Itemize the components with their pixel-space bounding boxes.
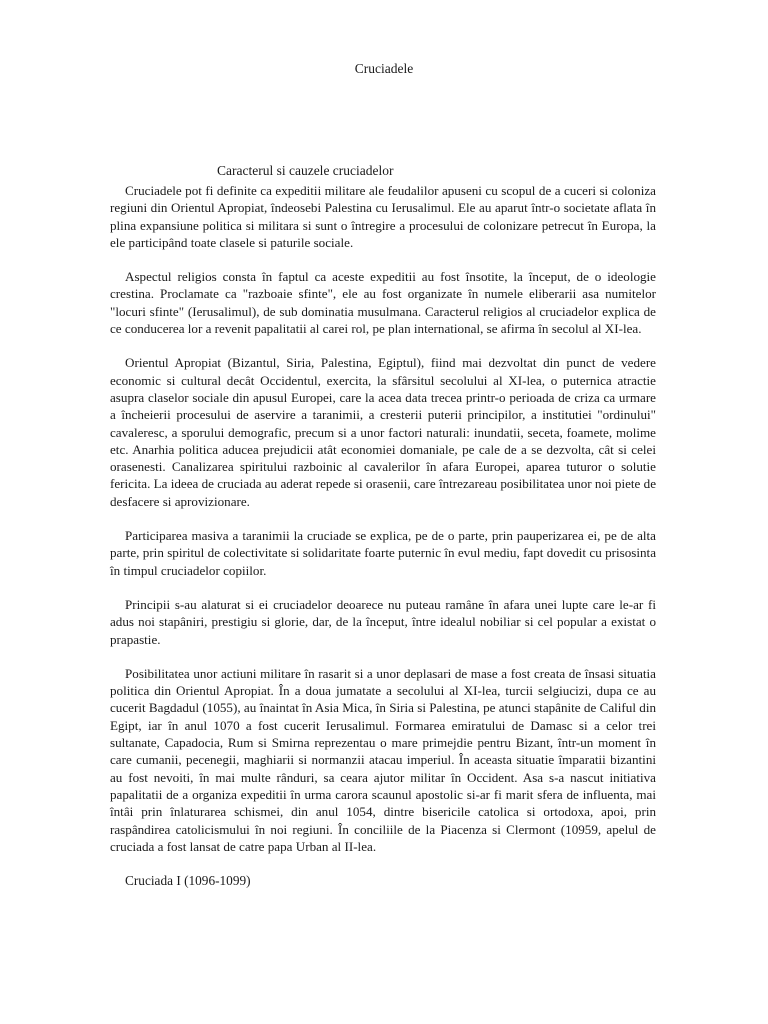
paragraph: Aspectul religios consta în faptul ca aceste expeditii au fost însotite, la început, de o ideologie crestina. Proclamate ca "razboaie sfinte", ele au fost organizate în numele eliberarii asa numitelor "locuri sfinte" (Ierusalimul), de sub dominatia musulmana. Caracterul religios al cruciadelor explica de ce conducerea lor a revenit papalitatii al carei rol, pe plan international, se afirma în secolul al XI-lea. (110, 269, 656, 337)
paragraph: Posibilitatea unor actiuni militare în rasarit si a unor deplasari de mase a fost creata de însasi situatia politica din Orientul Apropiat. În a doua jumatate a secolului al XI-lea, turcii selgiucizi, dupa ce au cucerit Bagdadul (1055), au înaintat în Asia Mica, în Siria si Palestina, pe atunci stapânite de Califul din Egipt, iar în anul 1070 a fost cucerit Ierusalimul. Formarea emiratului de Damasc si a celor trei sultanate, Capadocia, Rum si Smirna reprezentau o mare primejdie pentru Bizant, într-un moment în care cumanii, pecenegii, maghiarii si normanzii atacau imperiul. În aceasta situatie împaratii bizantini au fost nevoiti, în mai multe rânduri, sa ceara ajutor militar în Occident. Asa s-a nascut initiativa papalitatii de a organiza expeditii în urma carora scaunul apostolic si-ar fi marit sfera de influenta, mai întâi prin înlaturarea schismei, din anul 1054, dintre bisericile catolica si ortodoxa, apoi, prin raspândirea catolicismului în noi regiuni. În conciliile de la Piacenza si Clermont (10959, apelul de cruciada a fost lansat de catre papa Urban al II-lea. (110, 665, 656, 854)
paragraph: Participarea masiva a taranimii la cruciade se explica, pe de o parte, prin pauperizarea ei, pe de alta parte, prin spiritul de colectivitate si solidaritate foarte puternic în evul mediu, fapt dovedit cu prisosinta în timpul cruciadelor copiilor. (110, 528, 656, 578)
paragraph: Principii s-au alaturat si ei cruciadelor deoarece nu puteau ramâne în afara unei lupte care le-ar fi adus noi stapâniri, prestigiu si glorie, dar, de la început, între idealul nobiliar si cel popular a existat o prapastie. (110, 596, 656, 647)
subheading-cruciada-1: Cruciada I (1096-1099) (125, 873, 251, 889)
document-title: Cruciadele (354, 61, 414, 76)
paragraph: Cruciadele pot fi definite ca expeditii militare ale feudalilor apuseni cu scopul de a cuceri si coloniza regiuni din Orientul Apropiat, îndeosebi Palestina cu Ierusalimul. Ele au aparut într-o societate aflata în plina expansiune politica si militara si sunt o întregire a procesului de colonizare petrecut în Europa, la ele participând toate clasele si paturile sociale. (110, 183, 656, 250)
paragraph: Orientul Apropiat (Bizantul, Siria, Palestina, Egiptul), fiind mai dezvoltat din punct de vedere economic si cultural decât Occidentul, exercita, la sfârsitul secolului al XI-lea, o puternica atractie asupra claselor sociale din apusul Europei, care la acea data trecea printr-o perioada de criza ca urmare a încheierii procesului de aservire a taranimii, a cresterii puterii principilor, a institutiei "ordinului" cavaleresc, a sporului demografic, precum si a unor factori naturali: inundatii, seceta, foamete, molime etc. Anarhia politica aducea prejudicii atât economiei domaniale, pe cale de a se dezvolta, cât si celei orasenesti. Canalizarea spiritului razboinic al cavalerilor în afara Europei, aparea tuturor o solutie fericita. La ideea de cruciada au aderat repede si orasenii, care întrezareau posibilitatea unor noi piete de desfacere si aprovizionare. (110, 355, 657, 509)
document-body (110, 182, 656, 890)
section-heading: Caracterul si cauzele cruciadelor (217, 163, 394, 178)
